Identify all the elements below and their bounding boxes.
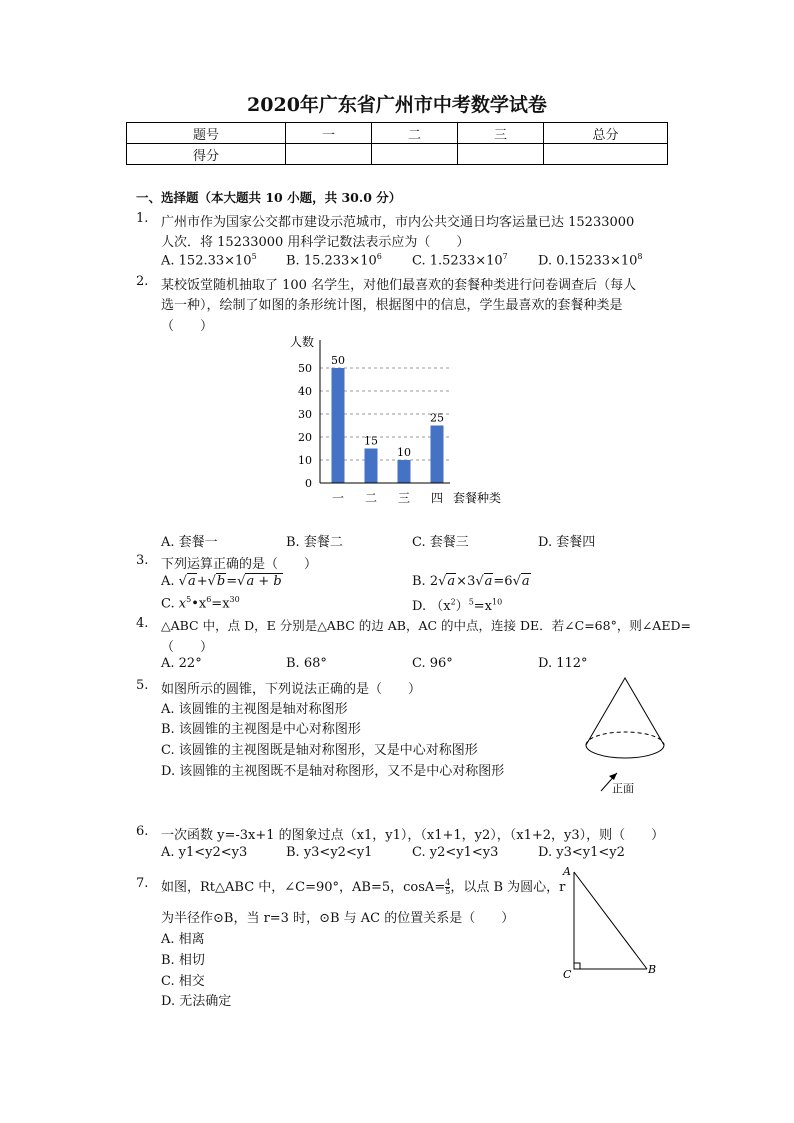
option-d: D. 无法确定 <box>161 994 232 1009</box>
table-cell <box>544 144 668 165</box>
y-tick-label: 10 <box>298 454 312 467</box>
section-heading: 一、选择题（本大题共 10 小题，共 30.0 分） <box>136 190 402 205</box>
option-a: A. 套餐一 <box>161 535 218 550</box>
question-text: 下列运算正确的是（ ） <box>161 557 318 572</box>
front-label: 正面 <box>612 782 634 795</box>
question-text: 某校饭堂随机抽取了 100 名学生，对他们最喜欢的套餐种类进行问卷调查后（每人 <box>161 278 637 293</box>
question-text: 为半径作⊙B，当 r=3 时，⊙B 与 AC 的位置关系是（ ） <box>161 911 515 926</box>
option-b: B. y3<y2<y1 <box>286 845 373 860</box>
score-table <box>126 122 668 165</box>
option-c: C. 套餐三 <box>412 535 469 550</box>
bar-value-label: 50 <box>331 354 345 367</box>
bar-value-label: 25 <box>430 411 444 425</box>
question-number: 3. <box>136 553 149 568</box>
option-c: C. 相交 <box>161 974 205 989</box>
x-tick-label: 四 <box>430 491 444 505</box>
bar-value-label: 10 <box>397 446 411 459</box>
y-axis-label: 人数 <box>290 335 315 349</box>
option-b: B. 套餐二 <box>286 535 343 550</box>
x-tick-label: 二 <box>364 491 378 505</box>
option-c: C. 96° <box>412 656 453 671</box>
table-cell: 题号 <box>127 123 286 144</box>
right-angle-mark <box>574 963 580 969</box>
cone-hidden-edge <box>586 732 664 745</box>
question-text: 如图所示的圆锥，下列说法正确的是（ ） <box>161 682 422 697</box>
bar <box>431 426 444 484</box>
option-a: A. y1<y2<y3 <box>161 845 248 860</box>
question-text: 选一种），绘制了如图的条形统计图，根据图中的信息，学生最喜欢的套餐种类是 <box>161 298 623 313</box>
option-d: D. $(x^2)^5=x^{10}$ <box>412 597 503 614</box>
question-text: （ ） <box>161 640 214 655</box>
question-text: （ ） <box>161 319 214 334</box>
x-tick-label: 一 <box>331 491 345 505</box>
vertex-a-label: A <box>563 865 571 878</box>
vertex-c-label: C <box>563 968 572 981</box>
option-b: B. 2√a×3√a=6√a <box>412 574 530 589</box>
y-tick-label: 20 <box>298 431 312 444</box>
option-a: A. √a+√b=√a + b <box>161 574 282 589</box>
option-d: D. $0.15233\times 10^8$ <box>538 252 643 269</box>
question-number: 5. <box>136 678 149 693</box>
cone-figure <box>575 672 675 800</box>
bar-value-label: 15 <box>364 434 378 448</box>
bar <box>365 449 378 484</box>
option-c: C. y2<y1<y3 <box>412 845 499 860</box>
option-a: A. 相离 <box>161 932 205 947</box>
question-number: 1. <box>136 211 149 226</box>
table-row <box>127 144 668 165</box>
option-b: B. $15.233\times 10^6$ <box>286 252 382 269</box>
x-axis-label: 套餐种类 <box>453 491 502 505</box>
option-a: A. 22° <box>161 656 202 671</box>
bar-chart <box>280 330 520 510</box>
cone-outline <box>586 678 664 758</box>
question-text: 人次．将 15233000 用科学记数法表示应为（ ） <box>161 235 470 250</box>
fraction: $\frac{4}{5}$ <box>445 878 451 896</box>
option-c: C. $1.5233\times 10^7$ <box>412 252 508 269</box>
side-ab <box>574 872 647 969</box>
y-tick-label: 40 <box>298 385 312 398</box>
option-d: D. 该圆锥的主视图既不是轴对称图形，又不是中心对称图形 <box>161 764 505 779</box>
table-cell <box>286 144 372 165</box>
y-tick-label: 50 <box>298 362 312 375</box>
table-cell: 一 <box>286 123 372 144</box>
table-cell: 二 <box>372 123 458 144</box>
arrow-icon <box>609 773 617 780</box>
option-c: C. 该圆锥的主视图既是轴对称图形，又是中心对称图形 <box>161 743 478 758</box>
table-cell: 总分 <box>544 123 668 144</box>
option-b: B. 相切 <box>161 953 205 968</box>
question-number: 6. <box>136 824 149 839</box>
option-a: A. 该圆锥的主视图是轴对称图形 <box>161 702 348 717</box>
question-text: △ABC 中，点 D，E 分别是△ABC 的边 AB，AC 的中点，连接 DE．若∠C=68°，则∠AED= <box>161 618 691 633</box>
question-number: 4. <box>136 616 149 631</box>
vertex-b-label: B <box>648 963 657 976</box>
x-tick-label: 三 <box>397 491 411 505</box>
option-d: D. 套餐四 <box>538 535 596 550</box>
question-number: 2. <box>136 274 149 289</box>
table-cell: 得分 <box>127 144 286 165</box>
question-text: 一次函数 y=-3x+1 的图象过点（x1，y1），（x1+1，y2），（x1+2，y3），则（ ） <box>161 828 665 843</box>
option-a: A. $152.33\times 10^5$ <box>161 252 257 269</box>
option-b: B. 68° <box>286 656 327 671</box>
question-text: 广州市作为国家公交都市建设示范城市，市内公共交通日均客运量已达 15233000 <box>161 215 635 230</box>
y-tick-label: 0 <box>305 477 312 490</box>
bar <box>332 368 345 483</box>
table-cell: 三 <box>458 123 544 144</box>
table-cell <box>458 144 544 165</box>
triangle-figure <box>555 862 665 982</box>
table-cell <box>372 144 458 165</box>
option-c: C. $x^5•x^6=x^{30}$ <box>161 595 240 612</box>
page-title: 2020年广东省广州市中考数学试卷 <box>247 94 547 116</box>
question-number: 7. <box>136 876 149 891</box>
question-text: 如图，Rt△ABC 中，∠C=90°，AB=5，cosA= $\frac{4}{5}$ ，以点 B 为圆心，r <box>161 878 566 896</box>
y-tick-label: 30 <box>298 408 312 421</box>
option-d: D. y3<y1<y2 <box>538 845 625 860</box>
table-row <box>127 123 668 144</box>
chart-bars <box>331 354 444 483</box>
option-d: D. 112° <box>538 656 588 671</box>
option-b: B. 该圆锥的主视图是中心对称图形 <box>161 722 361 737</box>
bar <box>398 460 411 483</box>
